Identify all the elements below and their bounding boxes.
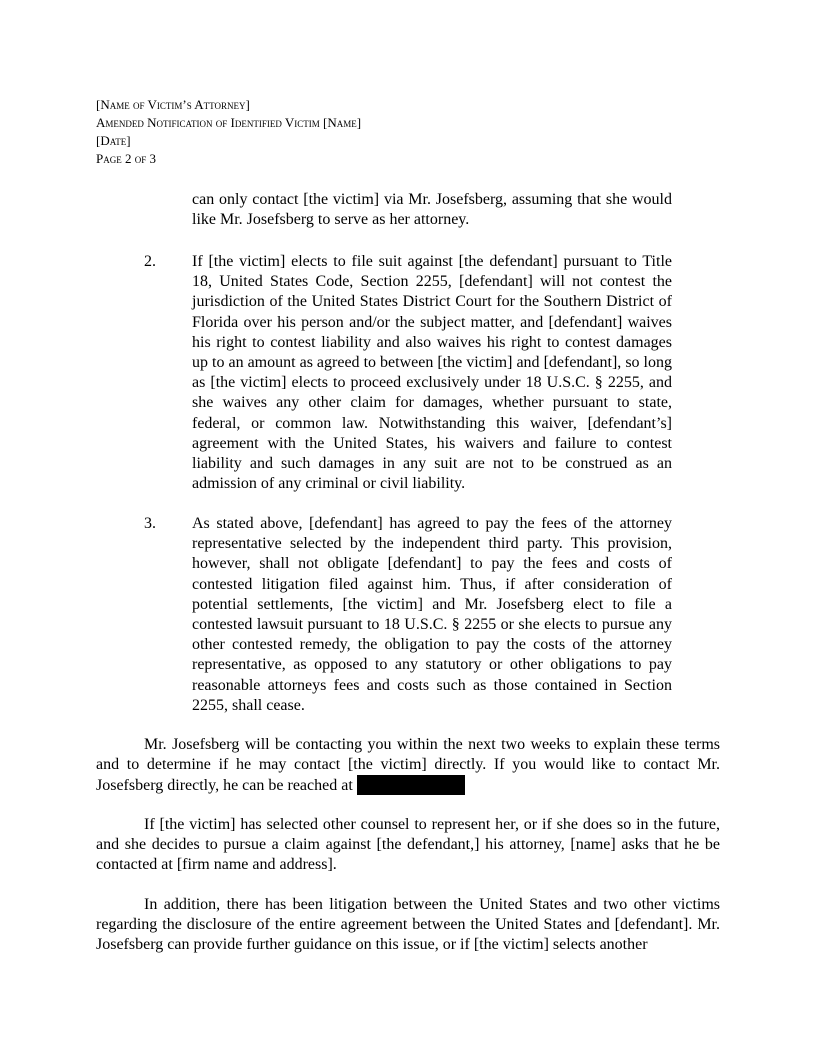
paragraph-other-counsel: If [the victim] has selected other counsel to represent her, or if she does so in the future, and she decides to pursue a claim against [the defendant,] his attorney, [name] asks that he be contacted at [firm name and address]. bbox=[96, 816, 720, 874]
item-text: As stated above, [defendant] has agreed to pay the fees of the attorney representative selected by the independent third party. This provision, however, shall not obligate [defendant] to pay the fees and costs of contested litigation filed against him. Thus, if after consideration of potential settlements, [the victim] and Mr. Josefsberg elect to file a contested lawsuit pursuant to 18 U.S.C. § 2255 or she elects to pursue any other contested remedy, the obligation to pay the costs of the attorney representative, as opposed to any statutory or other obligations to pay reasonable attorneys fees and costs such as those contained in Section 2255, shall cease. bbox=[192, 515, 672, 714]
paragraph-litigation: In addition, there has been litigation between the United States and two other victims regarding the disclosure of the entire agreement between the United States and [defendant]. Mr. Josefsberg can provide further guidance on this issue, or if [the victim] selects another bbox=[96, 896, 720, 954]
header-title: Amended Notification of Identified Victim [Name] bbox=[96, 115, 362, 130]
paragraph-contact-text: Mr. Josefsberg will be contacting you within the next two weeks to explain these terms and to determine if he may contact [the victim] directly. If you would like to contact Mr. Josefsberg directly, he can be reached at bbox=[96, 736, 720, 795]
header-page-number: Page 2 of 3 bbox=[96, 151, 156, 166]
redaction-box bbox=[357, 775, 465, 795]
numbered-item-3 bbox=[144, 514, 672, 716]
header-date: [Date] bbox=[96, 133, 131, 148]
item-text: If [the victim] elects to file suit against [the defendant] pursuant to Title 18, United States Code, Section 2255, [defendant] will not contest the jurisdiction of the United States District Court for the Southern District of Florida over his person and/or the subject matter, and [defendant] waives his right to contest liability and also waives his right to contest damages up to an amount as agreed to between [the victim] and [defendant], so long as [the victim] elects to proceed exclusively under 18 U.S.C. § 2255, and she waives any other claim for damages, whether pursuant to state, federal, or common law. Notwithstanding this waiver, [defendant’s] agreement with the United States, his waivers and failure to contest liability and such damages in any suit are not to be construed as an admission of any criminal or civil liability. bbox=[192, 253, 672, 493]
letter-header bbox=[96, 96, 361, 168]
paragraph-contact bbox=[96, 735, 720, 797]
item-number: 2. bbox=[144, 253, 156, 270]
numbered-item-2 bbox=[144, 252, 672, 494]
continued-item-text: can only contact [the victim] via Mr. Josefsberg, assuming that she would like Mr. Josefsberg to serve as her attorney. bbox=[192, 191, 672, 229]
header-attorney: [Name of Victim’s Attorney] bbox=[96, 97, 250, 112]
item-number: 3. bbox=[144, 515, 156, 532]
